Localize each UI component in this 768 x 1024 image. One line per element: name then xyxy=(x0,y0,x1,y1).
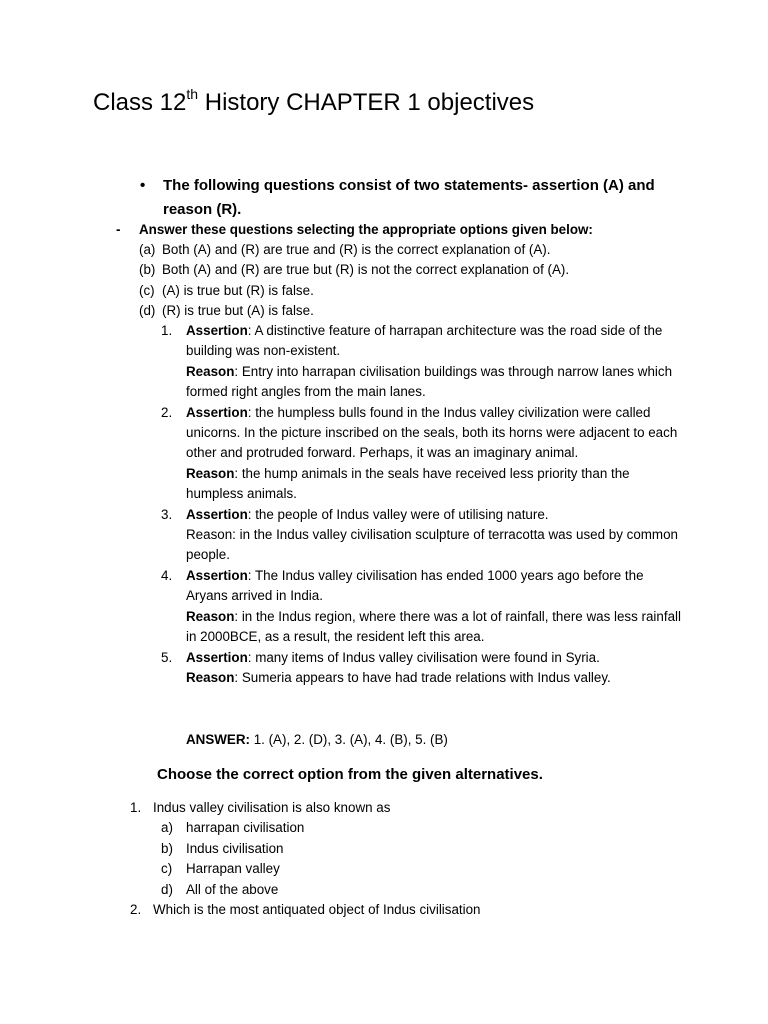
mcq-question: 1. Indus valley civilisation is also known as xyxy=(130,800,391,815)
mcq-option: c) Harrapan valley xyxy=(161,861,280,877)
title-superscript: th xyxy=(186,86,199,102)
question-item: 1. Assertion: A distinctive feature of harrapan architecture was the road side of the building was non-existent. Reason: Entry into harrapan civilisation buildings was through narrow lanes which formed right angles from the main lanes. xyxy=(161,321,681,403)
mcq-option: d) All of the above xyxy=(161,881,279,897)
reason-text: Reason: Sumeria appears to have had trade relations with Indus valley. xyxy=(186,669,611,685)
mcq-question: 2. Which is the most antiquated object of Indus civilisation xyxy=(130,902,481,918)
option-item: (d) (R) is true but (A) is false. xyxy=(139,303,314,319)
intro-text: The following questions consist of two statements- assertion (A) and reason (R). xyxy=(163,177,655,218)
bullet-icon: • xyxy=(140,177,146,194)
reason-text: Reason: the hump animals in the seals have received less priority than the humpless animals. xyxy=(186,465,630,502)
mcq-option: b) Indus civilisation xyxy=(161,840,284,856)
assertion-text: Assertion: A distinctive feature of harrapan architecture was the road side of the building was non-existent. xyxy=(186,323,663,359)
question-item: 3. Assertion: the people of Indus valley were of utilising nature. Reason: in the Indus valley civilisation sculpture of terracotta was used by common people. xyxy=(161,505,681,566)
option-item: (b) Both (A) and (R) are true but (R) is not the correct explanation of (A). xyxy=(139,262,570,278)
assertion-text: Assertion: many items of Indus valley civilisation were found in Syria. xyxy=(186,649,600,665)
question-item: 2. Assertion: the humpless bulls found in the Indus valley civilization were called unicorns. In the picture inscribed on the seals, both its horns were adjacent to each other and protruded forward. Perhaps, it was an imaginary animal. Reason: the hump animals in the seals have received less priority than the humpless animals. xyxy=(161,403,681,505)
instruction-text: Answer these questions selecting the appropriate options given below: xyxy=(139,222,593,237)
instruction-line xyxy=(116,220,676,240)
assertion-text: Assertion: the humpless bulls found in the Indus valley civilization were called unicorns. In the picture inscribed on the seals, both its horns were adjacent to each other and protruded forward. Perhaps, it was an imaginary animal. xyxy=(186,404,678,461)
dash-icon: - xyxy=(116,222,121,237)
section-heading: Choose the correct option from the given alternatives. xyxy=(157,766,543,783)
question-item: 5. Assertion: many items of Indus valley civilisation were found in Syria. Reason: Sumeria appears to have had trade relations with Indus valley. xyxy=(161,648,681,689)
reason-text: Reason: in the Indus valley civilisation sculpture of terracotta was used by common people. xyxy=(186,527,678,563)
answer-key: ANSWER: 1. (A), 2. (D), 3. (A), 4. (B), 5. (B) xyxy=(186,732,448,747)
answer-options-list xyxy=(139,240,699,322)
assertion-reason-list xyxy=(161,321,681,688)
assertion-text: Assertion: The Indus valley civilisation has ended 1000 years ago before the Aryans arrived in India. xyxy=(186,567,644,604)
page-title: Class 12th History CHAPTER 1 objectives xyxy=(93,86,535,116)
mcq-options xyxy=(161,818,690,900)
intro-bullet xyxy=(140,174,680,222)
option-item: (a) Both (A) and (R) are true and (R) is the correct explanation of (A). xyxy=(139,242,551,257)
mcq-option: a) harrapan civilisation xyxy=(161,820,305,836)
option-item: (c) (A) is true but (R) is false. xyxy=(139,282,314,298)
assertion-text: Assertion: the people of Indus valley were of utilising nature. xyxy=(186,506,549,522)
reason-text: Reason: Entry into harrapan civilisation buildings was through narrow lanes which formed right angles from the main lanes. xyxy=(186,363,673,400)
mcq-list xyxy=(130,798,690,920)
question-item: 4. Assertion: The Indus valley civilisation has ended 1000 years ago before the Aryans arrived in India. Reason: in the Indus region, where there was a lot of rainfall, there was less rainfall in 2000BCE, as a result, the resident left this area. xyxy=(161,566,681,648)
reason-text: Reason: in the Indus region, where there was a lot of rainfall, there was less rainfall in 2000BCE, as a result, the resident left this area. xyxy=(186,608,681,645)
